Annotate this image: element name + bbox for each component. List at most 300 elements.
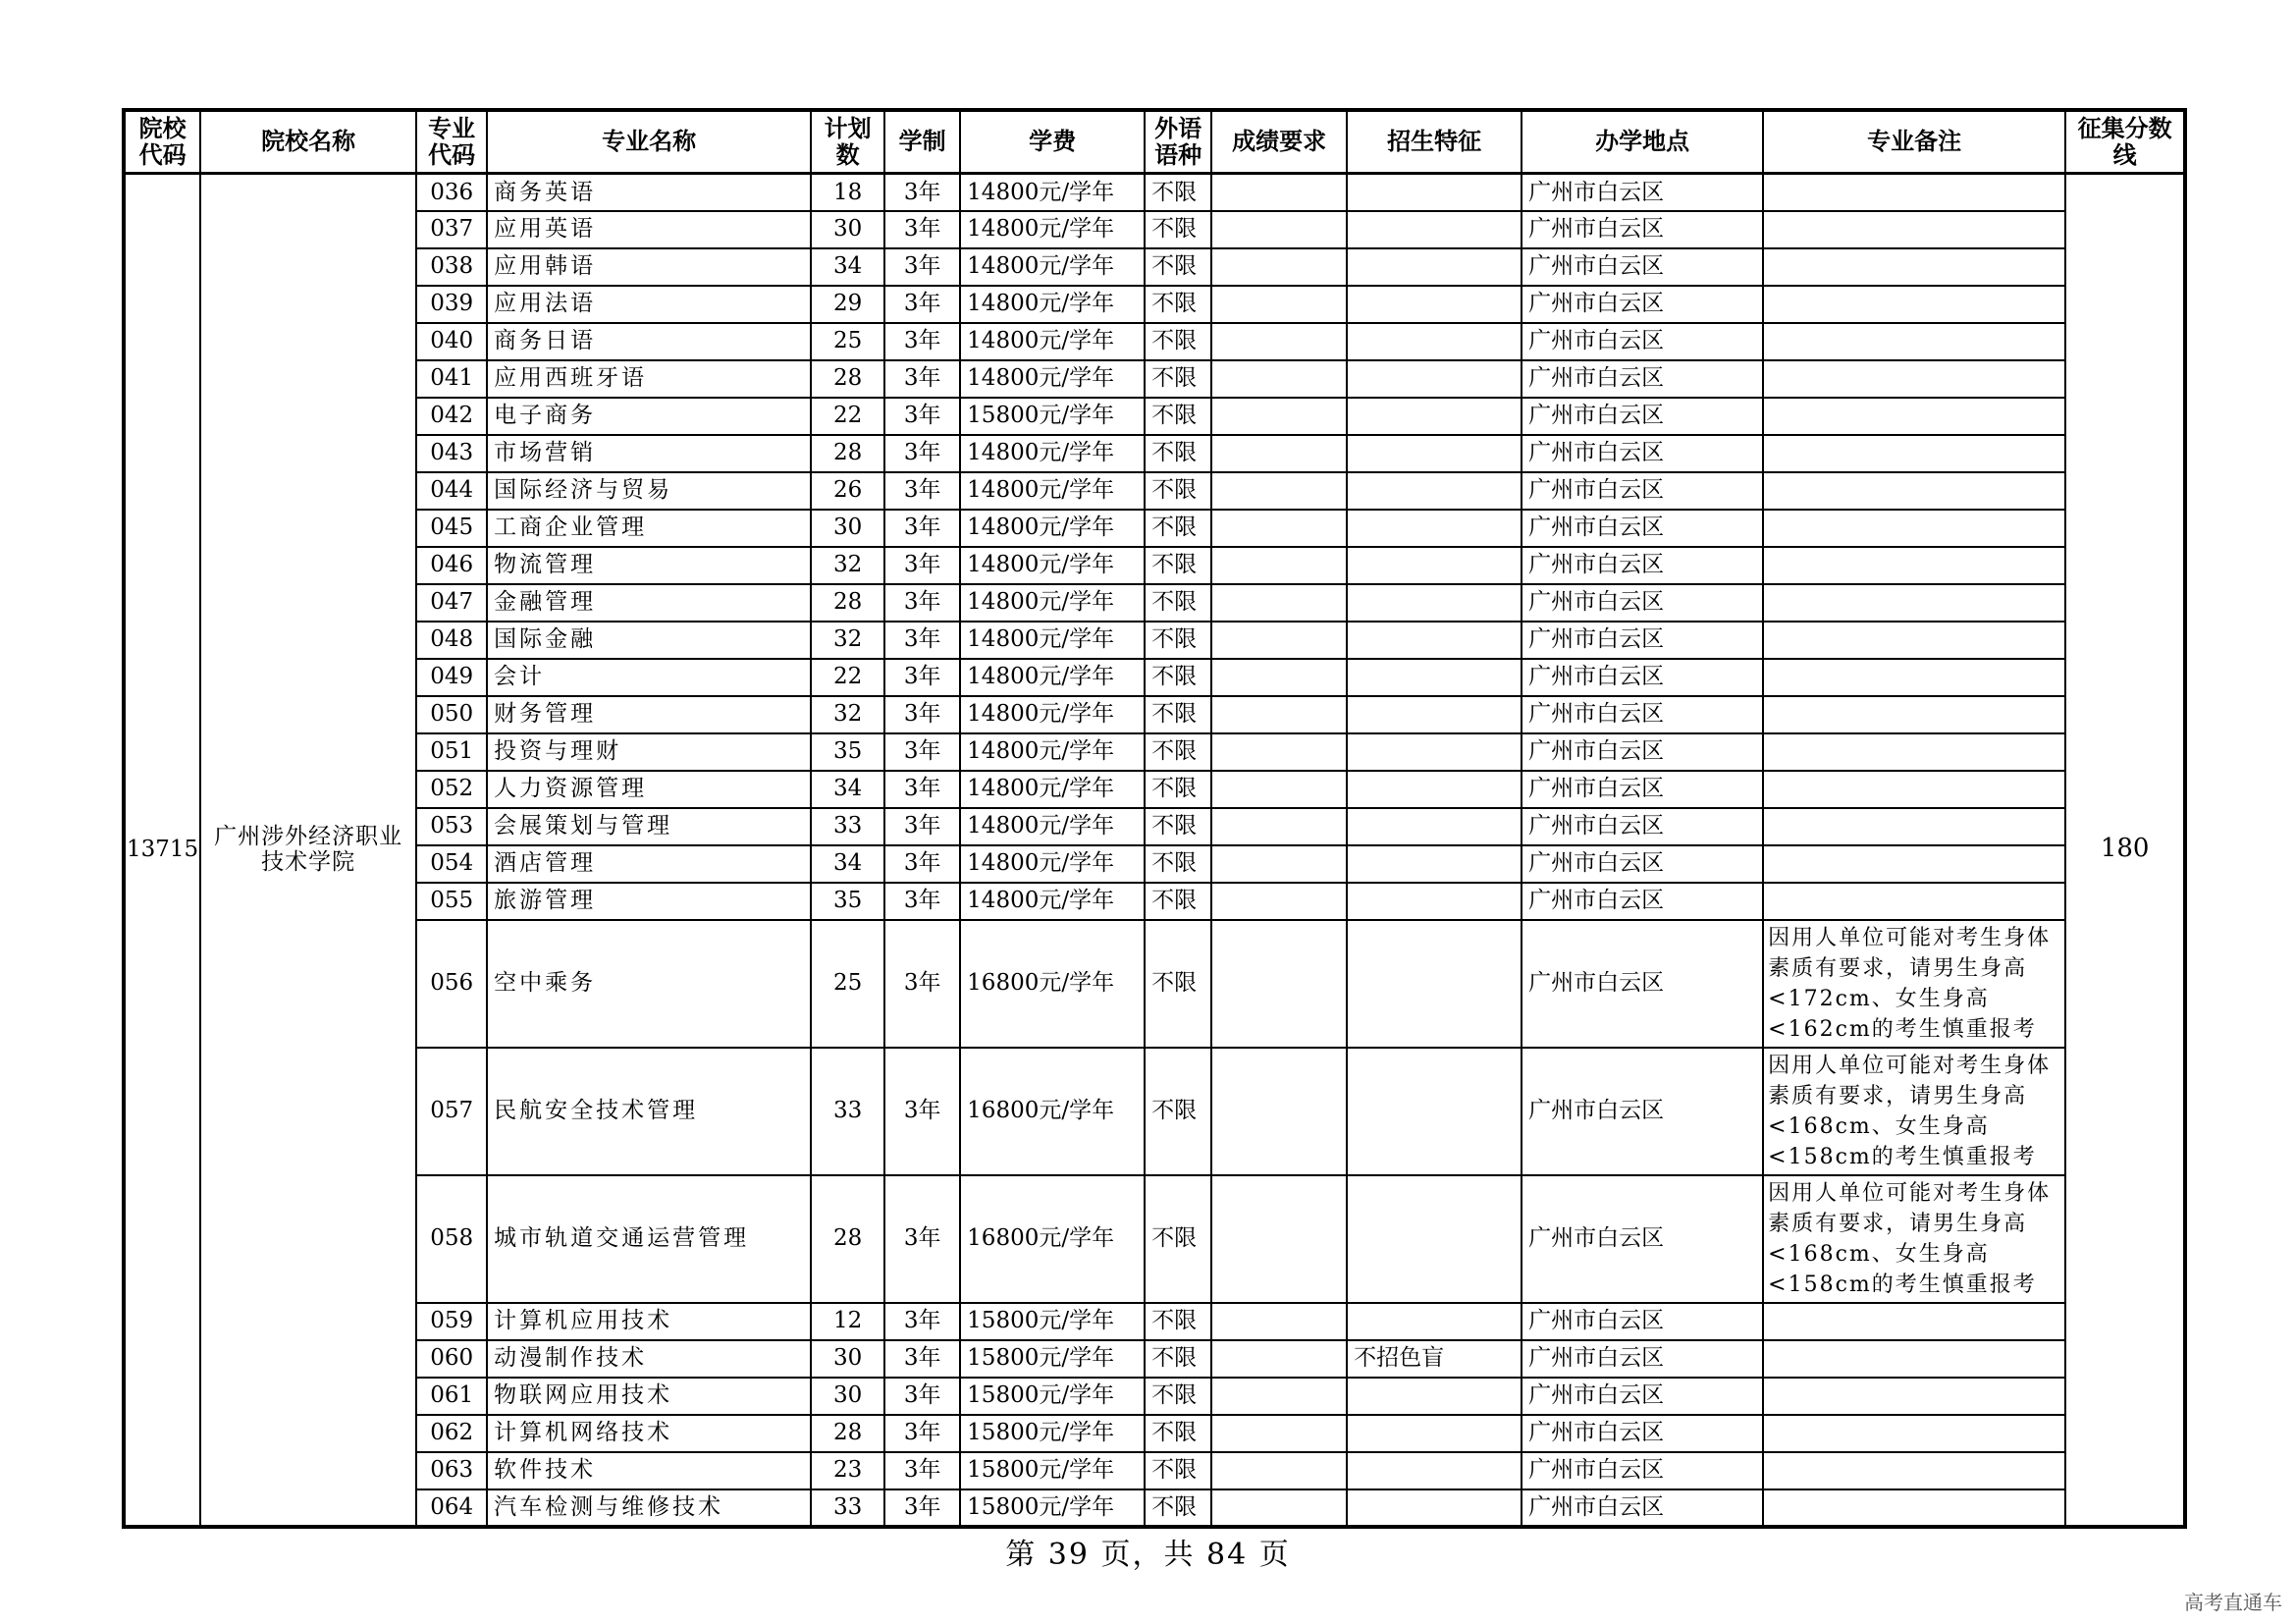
major-name-cell: 物联网应用技术 — [487, 1378, 811, 1415]
tuition-cell: 14800元/学年 — [960, 584, 1145, 622]
tuition-cell: 14800元/学年 — [960, 323, 1145, 360]
score-requirement-cell — [1211, 771, 1347, 808]
language-cell: 不限 — [1145, 733, 1211, 771]
location-cell: 广州市白云区 — [1522, 211, 1763, 248]
major-name-cell: 动漫制作技术 — [487, 1340, 811, 1378]
plan-count-cell: 25 — [811, 323, 884, 360]
duration-cell: 3年 — [884, 323, 960, 360]
feature-cell — [1347, 1378, 1522, 1415]
remark-cell — [1763, 286, 2065, 323]
score-requirement-cell — [1211, 547, 1347, 584]
language-cell: 不限 — [1145, 920, 1211, 1048]
plan-count-cell: 30 — [811, 211, 884, 248]
language-cell: 不限 — [1145, 248, 1211, 286]
plan-count-cell: 28 — [811, 435, 884, 472]
major-code-cell: 049 — [416, 659, 487, 696]
header-location: 办学地点 — [1522, 110, 1763, 174]
major-code-cell: 043 — [416, 435, 487, 472]
duration-cell: 3年 — [884, 1175, 960, 1303]
remark-cell — [1763, 472, 2065, 510]
score-requirement-cell — [1211, 845, 1347, 883]
plan-count-cell: 30 — [811, 1340, 884, 1378]
duration-cell: 3年 — [884, 547, 960, 584]
table-row — [124, 883, 2185, 920]
major-name-cell: 应用英语 — [487, 211, 811, 248]
remark-cell — [1763, 248, 2065, 286]
header-major-name: 专业名称 — [487, 110, 811, 174]
major-code-cell: 059 — [416, 1303, 487, 1340]
remark-cell — [1763, 1378, 2065, 1415]
language-cell: 不限 — [1145, 510, 1211, 547]
table-row — [124, 211, 2185, 248]
header-major-code: 专业代码 — [416, 110, 487, 174]
table-row — [124, 1340, 2185, 1378]
major-name-cell: 市场营销 — [487, 435, 811, 472]
feature-cell — [1347, 584, 1522, 622]
tuition-cell: 14800元/学年 — [960, 174, 1145, 211]
major-name-cell: 商务日语 — [487, 323, 811, 360]
tuition-cell: 14800元/学年 — [960, 360, 1145, 398]
major-code-cell: 050 — [416, 696, 487, 733]
language-cell: 不限 — [1145, 696, 1211, 733]
duration-cell: 3年 — [884, 510, 960, 547]
language-cell: 不限 — [1145, 1303, 1211, 1340]
header-cutoff: 征集分数线 — [2065, 110, 2185, 174]
major-code-cell: 058 — [416, 1175, 487, 1303]
score-requirement-cell — [1211, 1489, 1347, 1527]
remark-cell — [1763, 584, 2065, 622]
score-requirement-cell — [1211, 1452, 1347, 1489]
language-cell: 不限 — [1145, 1452, 1211, 1489]
major-code-cell: 061 — [416, 1378, 487, 1415]
score-requirement-cell — [1211, 733, 1347, 771]
remark-cell — [1763, 696, 2065, 733]
header-school-name: 院校名称 — [200, 110, 416, 174]
location-cell: 广州市白云区 — [1522, 323, 1763, 360]
major-name-cell: 商务英语 — [487, 174, 811, 211]
tuition-cell: 14800元/学年 — [960, 808, 1145, 845]
location-cell: 广州市白云区 — [1522, 920, 1763, 1048]
header-language: 外语语种 — [1145, 110, 1211, 174]
table-row — [124, 435, 2185, 472]
duration-cell: 3年 — [884, 622, 960, 659]
location-cell: 广州市白云区 — [1522, 547, 1763, 584]
feature-cell — [1347, 622, 1522, 659]
language-cell: 不限 — [1145, 1340, 1211, 1378]
score-requirement-cell — [1211, 248, 1347, 286]
plan-count-cell: 34 — [811, 248, 884, 286]
plan-count-cell: 12 — [811, 1303, 884, 1340]
remark-cell — [1763, 771, 2065, 808]
table-row — [124, 510, 2185, 547]
table-row — [124, 808, 2185, 845]
major-code-cell: 045 — [416, 510, 487, 547]
location-cell: 广州市白云区 — [1522, 1048, 1763, 1175]
table-row — [124, 1048, 2185, 1175]
language-cell: 不限 — [1145, 1175, 1211, 1303]
duration-cell: 3年 — [884, 845, 960, 883]
score-requirement-cell — [1211, 659, 1347, 696]
language-cell: 不限 — [1145, 584, 1211, 622]
score-requirement-cell — [1211, 584, 1347, 622]
plan-count-cell: 18 — [811, 174, 884, 211]
major-code-cell: 057 — [416, 1048, 487, 1175]
location-cell: 广州市白云区 — [1522, 1303, 1763, 1340]
feature-cell — [1347, 808, 1522, 845]
feature-cell — [1347, 845, 1522, 883]
duration-cell: 3年 — [884, 659, 960, 696]
header-score-requirement: 成绩要求 — [1211, 110, 1347, 174]
score-requirement-cell — [1211, 472, 1347, 510]
table-row — [124, 1415, 2185, 1452]
tuition-cell: 14800元/学年 — [960, 510, 1145, 547]
tuition-cell: 14800元/学年 — [960, 771, 1145, 808]
major-code-cell: 039 — [416, 286, 487, 323]
feature-cell — [1347, 920, 1522, 1048]
language-cell: 不限 — [1145, 771, 1211, 808]
language-cell: 不限 — [1145, 883, 1211, 920]
location-cell: 广州市白云区 — [1522, 584, 1763, 622]
tuition-cell: 14800元/学年 — [960, 286, 1145, 323]
language-cell: 不限 — [1145, 622, 1211, 659]
major-name-cell: 财务管理 — [487, 696, 811, 733]
feature-cell — [1347, 1303, 1522, 1340]
cutoff-score-cell: 180 — [2065, 174, 2185, 1527]
language-cell: 不限 — [1145, 1489, 1211, 1527]
duration-cell: 3年 — [884, 696, 960, 733]
language-cell: 不限 — [1145, 1378, 1211, 1415]
duration-cell: 3年 — [884, 584, 960, 622]
location-cell: 广州市白云区 — [1522, 398, 1763, 435]
score-requirement-cell — [1211, 510, 1347, 547]
feature-cell — [1347, 211, 1522, 248]
language-cell: 不限 — [1145, 360, 1211, 398]
tuition-cell: 16800元/学年 — [960, 1048, 1145, 1175]
major-code-cell: 046 — [416, 547, 487, 584]
plan-count-cell: 33 — [811, 1048, 884, 1175]
tuition-cell: 14800元/学年 — [960, 733, 1145, 771]
plan-count-cell: 34 — [811, 845, 884, 883]
feature-cell — [1347, 286, 1522, 323]
feature-cell — [1347, 1048, 1522, 1175]
major-code-cell: 038 — [416, 248, 487, 286]
location-cell: 广州市白云区 — [1522, 733, 1763, 771]
table-row — [124, 174, 2185, 211]
location-cell: 广州市白云区 — [1522, 771, 1763, 808]
plan-count-cell: 32 — [811, 696, 884, 733]
remark-cell: 因用人单位可能对考生身体素质有要求，请男生身高<168cm、女生身高<158cm的考生慎重报考 — [1763, 1175, 2065, 1303]
duration-cell: 3年 — [884, 1452, 960, 1489]
tuition-cell: 15800元/学年 — [960, 1452, 1145, 1489]
duration-cell: 3年 — [884, 1303, 960, 1340]
feature-cell — [1347, 1489, 1522, 1527]
duration-cell: 3年 — [884, 211, 960, 248]
location-cell: 广州市白云区 — [1522, 174, 1763, 211]
plan-count-cell: 26 — [811, 472, 884, 510]
feature-cell — [1347, 398, 1522, 435]
tuition-cell: 16800元/学年 — [960, 1175, 1145, 1303]
language-cell: 不限 — [1145, 211, 1211, 248]
score-requirement-cell — [1211, 398, 1347, 435]
language-cell: 不限 — [1145, 435, 1211, 472]
plan-count-cell: 22 — [811, 398, 884, 435]
header-remark: 专业备注 — [1763, 110, 2065, 174]
major-name-cell: 电子商务 — [487, 398, 811, 435]
plan-count-cell: 33 — [811, 808, 884, 845]
plan-count-cell: 28 — [811, 1415, 884, 1452]
language-cell: 不限 — [1145, 659, 1211, 696]
language-cell: 不限 — [1145, 286, 1211, 323]
tuition-cell: 14800元/学年 — [960, 248, 1145, 286]
score-requirement-cell — [1211, 883, 1347, 920]
feature-cell: 不招色盲 — [1347, 1340, 1522, 1378]
major-name-cell: 计算机应用技术 — [487, 1303, 811, 1340]
remark-cell — [1763, 398, 2065, 435]
major-name-cell: 民航安全技术管理 — [487, 1048, 811, 1175]
admission-table — [122, 108, 2187, 1529]
feature-cell — [1347, 659, 1522, 696]
major-name-cell: 物流管理 — [487, 547, 811, 584]
major-code-cell: 037 — [416, 211, 487, 248]
feature-cell — [1347, 1175, 1522, 1303]
table-row — [124, 584, 2185, 622]
language-cell: 不限 — [1145, 398, 1211, 435]
major-code-cell: 041 — [416, 360, 487, 398]
table-row — [124, 1175, 2185, 1303]
score-requirement-cell — [1211, 920, 1347, 1048]
location-cell: 广州市白云区 — [1522, 1452, 1763, 1489]
table-row — [124, 398, 2185, 435]
remark-cell: 因用人单位可能对考生身体素质有要求，请男生身高<168cm、女生身高<158cm的考生慎重报考 — [1763, 1048, 2065, 1175]
table-row — [124, 1489, 2185, 1527]
header-plan: 计划数 — [811, 110, 884, 174]
score-requirement-cell — [1211, 174, 1347, 211]
feature-cell — [1347, 360, 1522, 398]
major-name-cell: 会展策划与管理 — [487, 808, 811, 845]
major-code-cell: 052 — [416, 771, 487, 808]
duration-cell: 3年 — [884, 1489, 960, 1527]
remark-cell — [1763, 211, 2065, 248]
plan-count-cell: 35 — [811, 733, 884, 771]
remark-cell — [1763, 510, 2065, 547]
duration-cell: 3年 — [884, 174, 960, 211]
feature-cell — [1347, 435, 1522, 472]
plan-count-cell: 32 — [811, 622, 884, 659]
plan-count-cell: 28 — [811, 360, 884, 398]
language-cell: 不限 — [1145, 808, 1211, 845]
remark-cell — [1763, 174, 2065, 211]
location-cell: 广州市白云区 — [1522, 659, 1763, 696]
remark-cell — [1763, 1340, 2065, 1378]
remark-cell — [1763, 622, 2065, 659]
major-code-cell: 042 — [416, 398, 487, 435]
score-requirement-cell — [1211, 808, 1347, 845]
score-requirement-cell — [1211, 360, 1347, 398]
score-requirement-cell — [1211, 1303, 1347, 1340]
location-cell: 广州市白云区 — [1522, 622, 1763, 659]
location-cell: 广州市白云区 — [1522, 696, 1763, 733]
major-name-cell: 应用韩语 — [487, 248, 811, 286]
major-code-cell: 051 — [416, 733, 487, 771]
header-feature: 招生特征 — [1347, 110, 1522, 174]
duration-cell: 3年 — [884, 398, 960, 435]
major-code-cell: 053 — [416, 808, 487, 845]
feature-cell — [1347, 323, 1522, 360]
location-cell: 广州市白云区 — [1522, 1340, 1763, 1378]
plan-count-cell: 22 — [811, 659, 884, 696]
school-code-cell: 13715 — [124, 174, 200, 1527]
tuition-cell: 15800元/学年 — [960, 1415, 1145, 1452]
plan-count-cell: 29 — [811, 286, 884, 323]
major-code-cell: 044 — [416, 472, 487, 510]
location-cell: 广州市白云区 — [1522, 1378, 1763, 1415]
remark-cell — [1763, 1303, 2065, 1340]
plan-count-cell: 28 — [811, 1175, 884, 1303]
feature-cell — [1347, 174, 1522, 211]
header-duration: 学制 — [884, 110, 960, 174]
feature-cell — [1347, 733, 1522, 771]
tuition-cell: 14800元/学年 — [960, 659, 1145, 696]
feature-cell — [1347, 547, 1522, 584]
score-requirement-cell — [1211, 1415, 1347, 1452]
duration-cell: 3年 — [884, 883, 960, 920]
plan-count-cell: 34 — [811, 771, 884, 808]
major-name-cell: 国际经济与贸易 — [487, 472, 811, 510]
major-name-cell: 人力资源管理 — [487, 771, 811, 808]
table-body — [124, 174, 2185, 1527]
language-cell: 不限 — [1145, 1048, 1211, 1175]
feature-cell — [1347, 248, 1522, 286]
remark-cell — [1763, 1415, 2065, 1452]
tuition-cell: 14800元/学年 — [960, 211, 1145, 248]
plan-count-cell: 30 — [811, 1378, 884, 1415]
duration-cell: 3年 — [884, 808, 960, 845]
tuition-cell: 14800元/学年 — [960, 845, 1145, 883]
table-header-row — [124, 110, 2185, 174]
table-row — [124, 696, 2185, 733]
table-row — [124, 286, 2185, 323]
location-cell: 广州市白云区 — [1522, 248, 1763, 286]
plan-count-cell: 28 — [811, 584, 884, 622]
score-requirement-cell — [1211, 211, 1347, 248]
score-requirement-cell — [1211, 1048, 1347, 1175]
duration-cell: 3年 — [884, 286, 960, 323]
major-name-cell: 软件技术 — [487, 1452, 811, 1489]
tuition-cell: 14800元/学年 — [960, 696, 1145, 733]
duration-cell: 3年 — [884, 920, 960, 1048]
tuition-cell: 15800元/学年 — [960, 398, 1145, 435]
score-requirement-cell — [1211, 286, 1347, 323]
remark-cell — [1763, 845, 2065, 883]
major-name-cell: 旅游管理 — [487, 883, 811, 920]
major-code-cell: 055 — [416, 883, 487, 920]
location-cell: 广州市白云区 — [1522, 360, 1763, 398]
table-row — [124, 547, 2185, 584]
duration-cell: 3年 — [884, 472, 960, 510]
remark-cell — [1763, 323, 2065, 360]
tuition-cell: 15800元/学年 — [960, 1378, 1145, 1415]
major-name-cell: 工商企业管理 — [487, 510, 811, 547]
tuition-cell: 16800元/学年 — [960, 920, 1145, 1048]
location-cell: 广州市白云区 — [1522, 808, 1763, 845]
language-cell: 不限 — [1145, 472, 1211, 510]
major-name-cell: 金融管理 — [487, 584, 811, 622]
table-row — [124, 1378, 2185, 1415]
major-code-cell: 054 — [416, 845, 487, 883]
header-tuition: 学费 — [960, 110, 1145, 174]
tuition-cell: 14800元/学年 — [960, 472, 1145, 510]
major-name-cell: 会计 — [487, 659, 811, 696]
feature-cell — [1347, 1452, 1522, 1489]
duration-cell: 3年 — [884, 360, 960, 398]
duration-cell: 3年 — [884, 733, 960, 771]
table-row — [124, 845, 2185, 883]
language-cell: 不限 — [1145, 174, 1211, 211]
major-code-cell: 040 — [416, 323, 487, 360]
remark-cell — [1763, 360, 2065, 398]
remark-cell — [1763, 733, 2065, 771]
score-requirement-cell — [1211, 622, 1347, 659]
table-row — [124, 733, 2185, 771]
remark-cell — [1763, 547, 2065, 584]
remark-cell — [1763, 808, 2065, 845]
header-school-code: 院校代码 — [124, 110, 200, 174]
major-code-cell: 047 — [416, 584, 487, 622]
duration-cell: 3年 — [884, 771, 960, 808]
tuition-cell: 15800元/学年 — [960, 1340, 1145, 1378]
location-cell: 广州市白云区 — [1522, 510, 1763, 547]
table-row — [124, 472, 2185, 510]
duration-cell: 3年 — [884, 435, 960, 472]
table-row — [124, 920, 2185, 1048]
language-cell: 不限 — [1145, 845, 1211, 883]
score-requirement-cell — [1211, 1340, 1347, 1378]
table-row — [124, 622, 2185, 659]
table-row — [124, 360, 2185, 398]
location-cell: 广州市白云区 — [1522, 1175, 1763, 1303]
location-cell: 广州市白云区 — [1522, 435, 1763, 472]
page-footer: 第 39 页，共 84 页 — [1005, 1538, 1291, 1572]
feature-cell — [1347, 771, 1522, 808]
tuition-cell: 15800元/学年 — [960, 1489, 1145, 1527]
major-code-cell: 048 — [416, 622, 487, 659]
location-cell: 广州市白云区 — [1522, 472, 1763, 510]
major-name-cell: 汽车检测与维修技术 — [487, 1489, 811, 1527]
tuition-cell: 14800元/学年 — [960, 883, 1145, 920]
major-code-cell: 060 — [416, 1340, 487, 1378]
major-name-cell: 空中乘务 — [487, 920, 811, 1048]
tuition-cell: 14800元/学年 — [960, 435, 1145, 472]
major-code-cell: 062 — [416, 1415, 487, 1452]
feature-cell — [1347, 696, 1522, 733]
remark-cell: 因用人单位可能对考生身体素质有要求，请男生身高<172cm、女生身高<162cm的考生慎重报考 — [1763, 920, 2065, 1048]
table-row — [124, 248, 2185, 286]
language-cell: 不限 — [1145, 323, 1211, 360]
score-requirement-cell — [1211, 435, 1347, 472]
score-requirement-cell — [1211, 323, 1347, 360]
plan-count-cell: 33 — [811, 1489, 884, 1527]
plan-count-cell: 23 — [811, 1452, 884, 1489]
duration-cell: 3年 — [884, 1340, 960, 1378]
tuition-cell: 15800元/学年 — [960, 1303, 1145, 1340]
major-name-cell: 酒店管理 — [487, 845, 811, 883]
table-row — [124, 659, 2185, 696]
duration-cell: 3年 — [884, 1378, 960, 1415]
duration-cell: 3年 — [884, 1048, 960, 1175]
location-cell: 广州市白云区 — [1522, 883, 1763, 920]
plan-count-cell: 25 — [811, 920, 884, 1048]
location-cell: 广州市白云区 — [1522, 1489, 1763, 1527]
